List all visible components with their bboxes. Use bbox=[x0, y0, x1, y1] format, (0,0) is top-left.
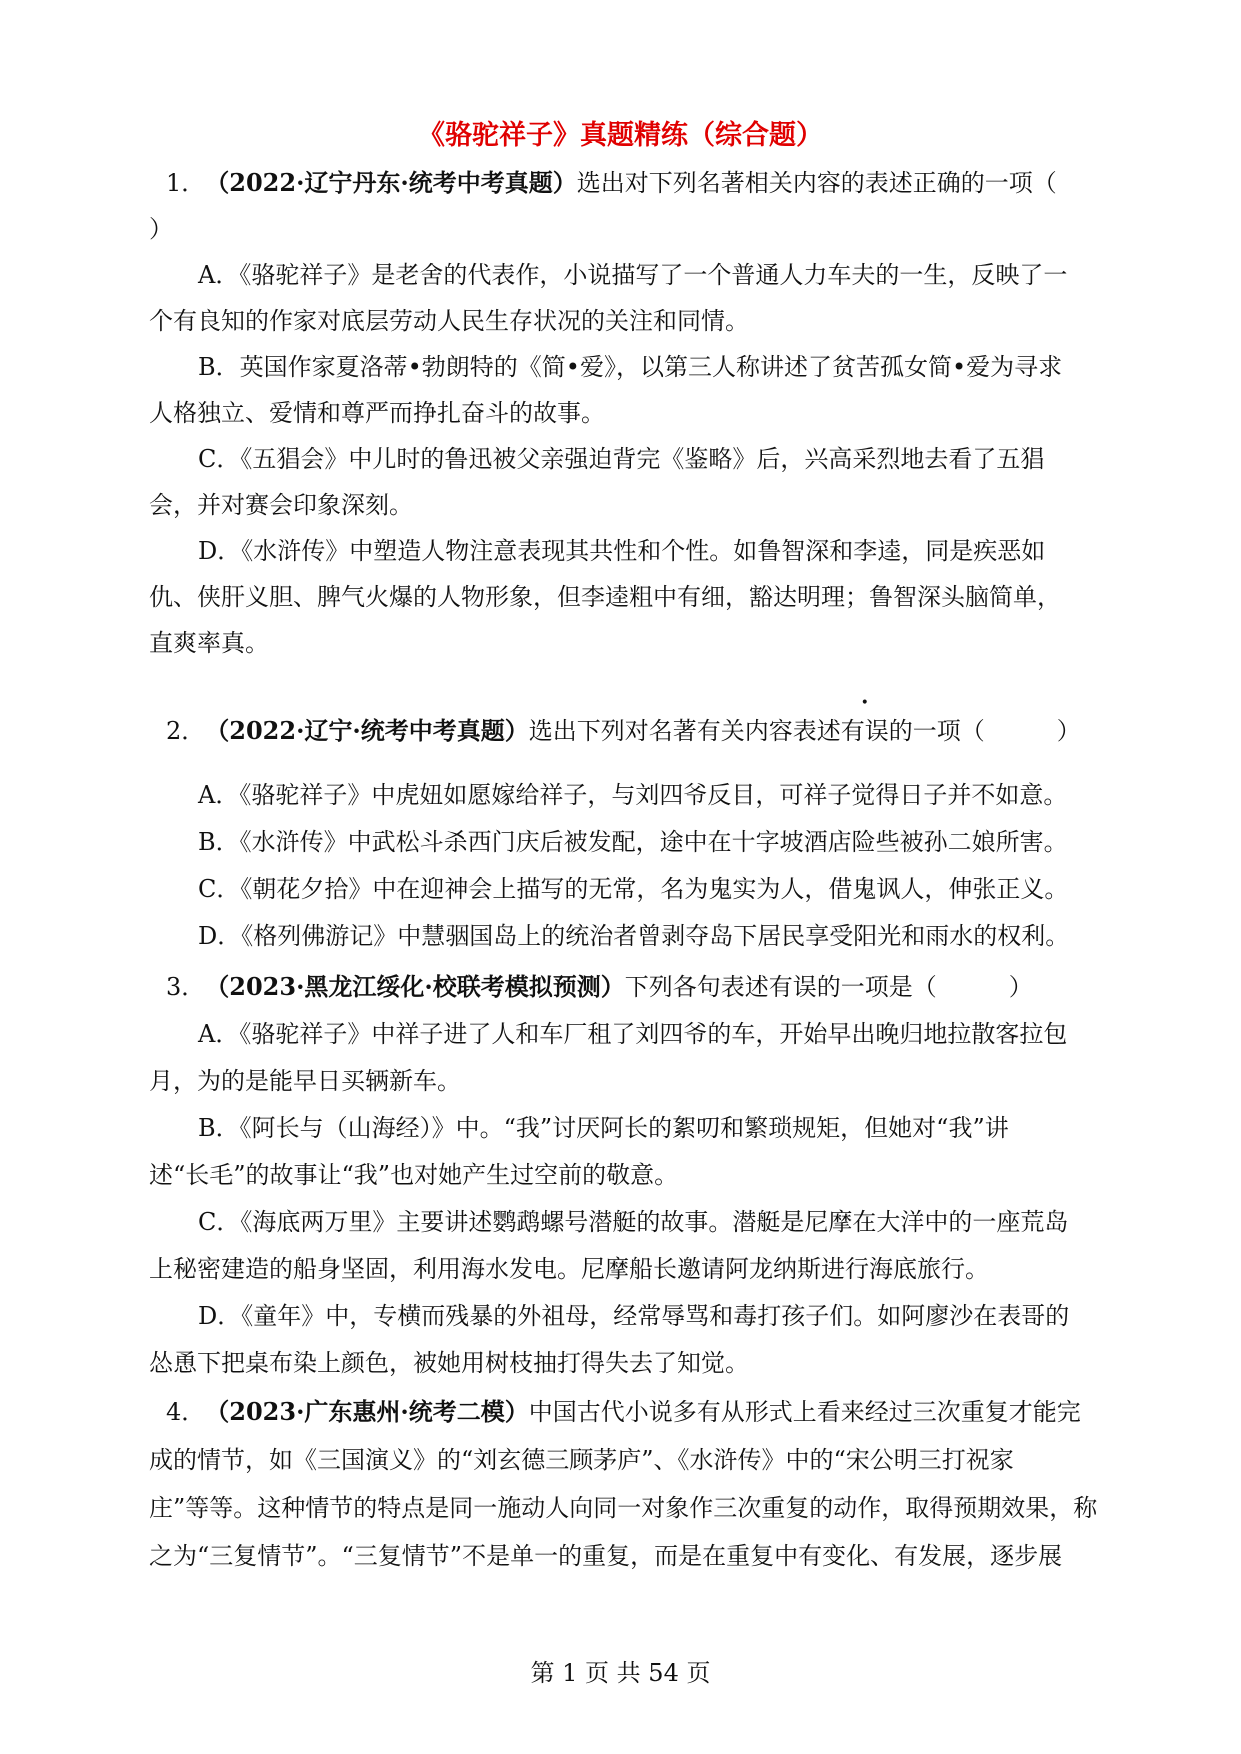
question-4-stem-cont3: 之为“三复情节”。“三复情节”不是单一的重复，而是在重复中有变化、有发展，逐步展 bbox=[149, 1542, 1063, 1570]
question-source: （2022·辽宁丹东·统考中考真题） bbox=[205, 168, 577, 197]
question-1-stem bbox=[166, 166, 1057, 200]
stem-text: 选出下列对名著有关内容表述 bbox=[528, 717, 841, 745]
q2-option-a: A．《骆驼祥子》中虎妞如愿嫁给祥子，与刘四爷反目，可祥子觉得日子并不如意。 bbox=[198, 781, 1068, 809]
question-number: 4． bbox=[166, 1398, 206, 1426]
q3-option-a-cont: 月，为的是能早日买辆新车。 bbox=[149, 1067, 461, 1095]
question-number: 1． bbox=[166, 169, 206, 197]
q3-option-c: C．《海底两万里》主要讲述鹦鹉螺号潜艇的故事。潜艇是尼摩在大洋中的一座荒岛 bbox=[198, 1208, 1069, 1236]
page-footer: 第 1 页 共 54 页 bbox=[530, 1659, 711, 1687]
emphasis-text: 有误 bbox=[840, 717, 889, 745]
question-4-stem-cont: 成的情节，如《三国演义》的“刘玄德三顾茅庐”、《水浒传》中的“宋公明三打祝家 bbox=[149, 1446, 1014, 1474]
question-source: （2023·广东惠州·统考二模） bbox=[205, 1397, 529, 1426]
question-number: 3． bbox=[166, 973, 206, 1001]
question-2-stem bbox=[166, 714, 1081, 748]
q2-option-c: C．《朝花夕拾》中在迎神会上描写的无常，名为鬼实为人，借鬼讽人，伸张正义。 bbox=[198, 875, 1069, 903]
q1-option-d-cont2: 直爽率真。 bbox=[149, 629, 269, 657]
q3-option-d: D．《童年》中，专横而残暴的外祖母，经常辱骂和毒打孩子们。如阿廖沙在表哥的 bbox=[198, 1302, 1070, 1330]
q3-option-d-cont: 怂恿下把桌布染上颜色，被她用树枝抽打得失去了知觉。 bbox=[149, 1349, 749, 1377]
q1-option-c-cont: 会，并对赛会印象深刻。 bbox=[149, 491, 413, 519]
question-1-stem-cont: ） bbox=[149, 215, 173, 243]
q3-option-a: A．《骆驼祥子》中祥子进了人和车厂租了刘四爷的车，开始早出晚归地拉散客拉包 bbox=[198, 1020, 1068, 1048]
stem-text-post: 的一项（ ） bbox=[888, 717, 1081, 745]
q1-option-b-cont: 人格独立、爱情和尊严而挣扎奋斗的故事。 bbox=[149, 399, 605, 427]
stem-text: 下列各句表述有误的一项是（ ） bbox=[624, 973, 1033, 1001]
question-3-stem bbox=[166, 970, 1033, 1004]
q2-option-d: D．《格列佛游记》中慧骃国岛上的统治者曾剥夺岛下居民享受阳光和雨水的权利。 bbox=[198, 922, 1070, 950]
q1-option-d: D．《水浒传》中塑造人物注意表现其共性和个性。如鲁智深和李逵，同是疾恶如 bbox=[198, 537, 1046, 565]
stem-text: 选出对下列名著相关内容的表述正确的一项（ bbox=[576, 169, 1057, 197]
q1-option-b: B．英国作家夏洛蒂•勃朗特的《简•爱》，以第三人称讲述了贫苦孤女简•爱为寻求 bbox=[198, 353, 1063, 381]
q1-option-d-cont: 仇、侠肝义胆、脾气火爆的人物形象，但李逵粗中有细，豁达明理；鲁智深头脑简单， bbox=[149, 583, 1061, 611]
q1-option-a: A．《骆驼祥子》是老舍的代表作，小说描写了一个普通人力车夫的一生，反映了一 bbox=[198, 261, 1068, 289]
q3-option-b: B．《阿长与（山海经）》中。“我”讨厌阿长的絮叨和繁琐规矩，但她对“我”讲 bbox=[198, 1114, 1009, 1142]
question-source: （2022·辽宁·统考中考真题） bbox=[205, 716, 529, 745]
q3-option-b-cont: 述“长毛”的故事让“我”也对她产生过空前的敬意。 bbox=[149, 1161, 679, 1189]
stem-text: 中国古代小说多有从形式上看来经过三次重复才能完 bbox=[528, 1398, 1081, 1426]
question-4-stem bbox=[166, 1395, 1081, 1429]
page-title: 《骆驼祥子》真题精练（综合题） bbox=[418, 120, 823, 151]
q2-option-b: B．《水浒传》中武松斗杀西门庆后被发配，途中在十字坡酒店险些被孙二娘所害。 bbox=[198, 828, 1068, 856]
question-number: 2． bbox=[166, 717, 206, 745]
q1-option-c: C．《五猖会》中儿时的鲁迅被父亲强迫背完《鉴略》后，兴高采烈地去看了五猖 bbox=[198, 445, 1045, 473]
q3-option-c-cont: 上秘密建造的船身坚固，利用海水发电。尼摩船长邀请阿龙纳斯进行海底旅行。 bbox=[149, 1255, 989, 1283]
question-4-stem-cont2: 庄”等等。这种情节的特点是同一施动人向同一对象作三次重复的动作，取得预期效果，称 bbox=[149, 1494, 1098, 1522]
question-source: （2023·黑龙江绥化·校联考模拟预测） bbox=[205, 972, 625, 1001]
q1-option-a-cont: 个有良知的作家对底层劳动人民生存状况的关注和同情。 bbox=[149, 307, 749, 335]
